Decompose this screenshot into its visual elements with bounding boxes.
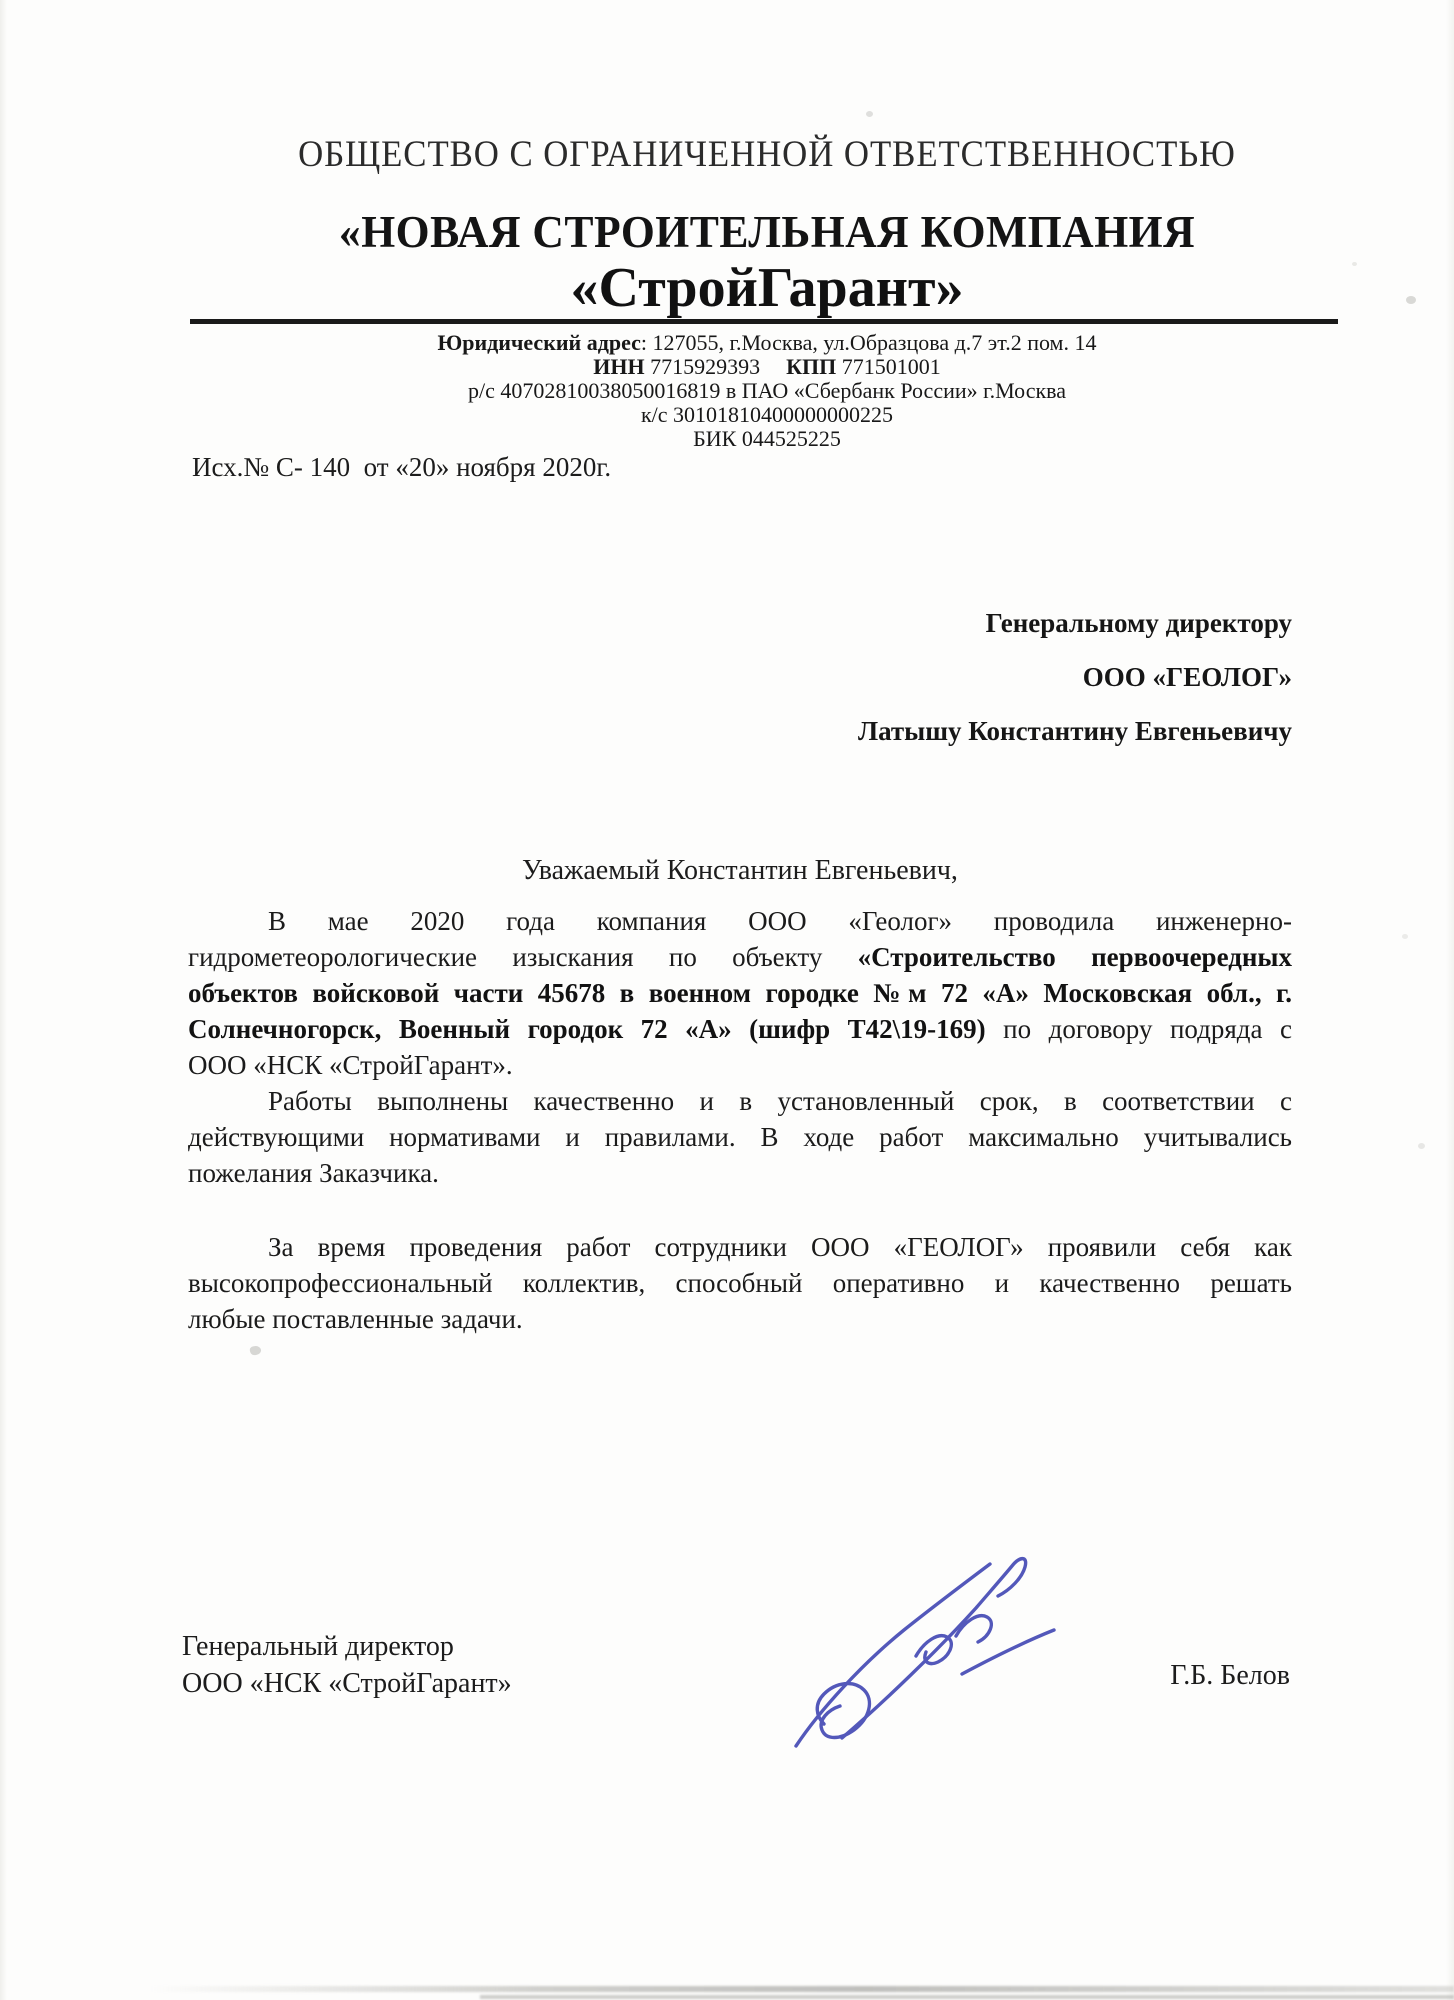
letter-body xyxy=(188,903,1292,1337)
body-line xyxy=(188,939,1292,975)
body-line xyxy=(188,1155,1292,1191)
addressee-position: Генеральному директору xyxy=(985,608,1292,638)
outgoing-reference-line: Исх.№ С- 140 от «20» ноября 2020г. xyxy=(192,452,612,482)
bik-line: БИК 044525225 xyxy=(693,426,841,451)
body-line xyxy=(188,1011,1292,1047)
scan-speck xyxy=(866,111,873,117)
legal-address-label: Юридический адрес xyxy=(437,330,641,355)
addressee-block xyxy=(600,608,1292,770)
legal-address-line xyxy=(80,331,1454,355)
body-text-bold: «Строительство первоочередных xyxy=(857,942,1292,972)
body-text: ООО «НСК «СтройГарант». xyxy=(188,1050,513,1080)
addressee-name: Латышу Константину Евгеньевичу xyxy=(857,716,1292,746)
scan-speck xyxy=(249,1345,262,1356)
inn-number: 7715929393 xyxy=(644,354,761,379)
body-paragraph xyxy=(188,1083,1292,1191)
body-text-bold: объектов войсковой части 45678 в военном городке №м 72 «А» Московская обл., г. xyxy=(188,978,1292,1008)
legal-address-value: : 127055, г.Москва, ул.Образцова д.7 эт.2 пом. 14 xyxy=(640,330,1097,355)
inn-label: ИНН xyxy=(593,354,645,379)
body-line xyxy=(188,975,1292,1011)
body-text: по договору подряда с xyxy=(985,1014,1292,1044)
scan-speck xyxy=(1402,934,1408,939)
handwritten-signature xyxy=(766,1534,1090,1770)
signer-position-line1: Генеральный директор xyxy=(182,1631,454,1662)
kpp-group xyxy=(786,354,941,379)
body-line xyxy=(188,1083,1292,1119)
letterhead-requisites xyxy=(80,331,1454,451)
settlement-account-line: р/с 40702810038050016819 в ПАО «Сбербанк России» г.Москва xyxy=(467,378,1067,403)
scan-speck xyxy=(1418,1143,1425,1149)
inn-kpp-line xyxy=(80,355,1454,379)
signer-name: Г.Б. Белов xyxy=(1170,1660,1290,1691)
company-name-line1: «НОВАЯ СТРОИТЕЛЬНАЯ КОМПАНИЯ xyxy=(338,207,1196,257)
signer-position-line2: ООО «НСК «СтройГарант» xyxy=(182,1668,512,1699)
body-paragraph xyxy=(188,903,1292,1083)
body-line xyxy=(188,1047,1292,1083)
salutation: Уважаемый Константин Евгеньевич, xyxy=(522,855,958,886)
org-type-line: ОБЩЕСТВО С ОГРАНИЧЕННОЙ ОТВЕТСТВЕННОСТЬЮ xyxy=(298,134,1236,175)
body-text: высокопрофессиональный коллектив, способный оперативно и качественно решать xyxy=(188,1268,1292,1298)
body-line xyxy=(188,903,1292,939)
scan-edge-streak xyxy=(480,1995,1454,1999)
body-line xyxy=(188,1301,1292,1337)
body-text-bold: Солнечногорск, Военный городок 72 «А» (шифр Т42\19-169) xyxy=(188,1014,986,1044)
letterhead-divider xyxy=(190,319,1338,324)
body-line xyxy=(188,1265,1292,1301)
kpp-label: КПП xyxy=(786,354,837,379)
body-text: действующими нормативами и правилами. В ходе работ максимально учитывались xyxy=(188,1122,1292,1152)
body-paragraph xyxy=(188,1229,1292,1337)
scan-edge-streak xyxy=(150,1986,1454,1992)
body-text: За время проведения работ сотрудники ООО «ГЕОЛОГ» проявили себя как xyxy=(268,1232,1292,1262)
company-name-line2: «СтройГарант» xyxy=(570,257,964,319)
addressee-company: ООО «ГЕОЛОГ» xyxy=(1082,662,1292,692)
body-text: гидрометеорологические изыскания по объекту xyxy=(188,942,858,972)
body-text: любые поставленные задачи. xyxy=(188,1304,523,1334)
body-text: пожелания Заказчика. xyxy=(188,1158,439,1188)
body-text: В мае 2020 года компания ООО «Геолог» проводила инженерно- xyxy=(268,906,1292,936)
scan-edge-shadow-left xyxy=(0,0,7,2000)
kpp-number: 771501001 xyxy=(836,354,941,379)
body-text: Работы выполнены качественно и в установленный срок, в соответствии с xyxy=(268,1086,1292,1116)
signer-position-block xyxy=(182,1628,512,1702)
body-line xyxy=(188,1229,1292,1265)
body-line xyxy=(188,1119,1292,1155)
correspondent-account-line: к/с 30101810400000000225 xyxy=(640,402,894,427)
